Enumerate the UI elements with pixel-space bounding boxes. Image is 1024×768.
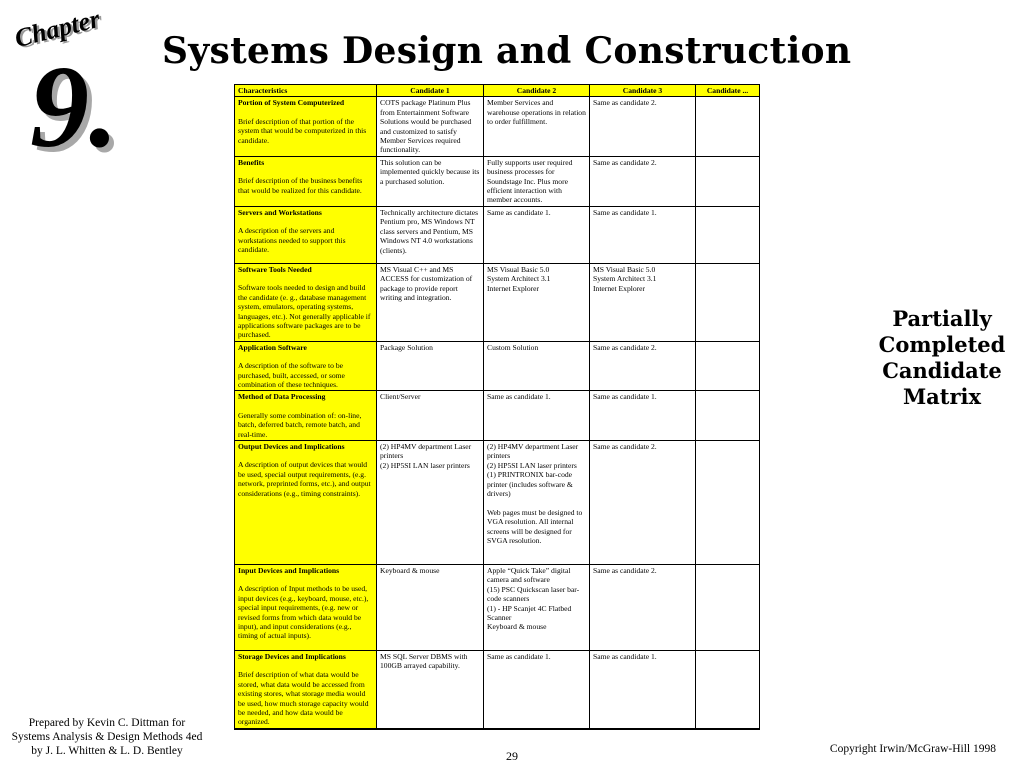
candidate-more-cell	[696, 263, 760, 341]
candidate-3-cell: Same as candidate 2.	[590, 440, 696, 564]
characteristic-description: Brief description of the business benefits that would be realized for this candidate.	[238, 176, 363, 195]
characteristic-name: Method of Data Processing	[238, 392, 326, 402]
chapter-label: Chapter	[11, 3, 103, 54]
characteristic-description: Brief description of that portion of the system that would be computerized in this candidate.	[238, 116, 367, 145]
candidate-more-cell	[696, 341, 760, 391]
copyright-notice: Copyright Irwin/McGraw-Hill 1998	[829, 743, 996, 755]
candidate-2-cell: Same as candidate 1.	[484, 391, 590, 441]
candidate-2-cell: Apple “Quick Take” digital camera and software (15) PSC Quickscan laser bar-code scanners (1) - HP Scanjet 4C Flatbed Scanner Keyboard & mouse	[484, 564, 590, 650]
candidate-more-cell	[696, 97, 760, 156]
candidate-1-cell: MS SQL Server DBMS with 100GB arrayed capability.	[377, 650, 484, 728]
credit-line: by J. L. Whitten & L. D. Bentley	[31, 745, 183, 757]
characteristic-name: Portion of System Computerized	[238, 98, 345, 108]
candidate-matrix-table	[234, 84, 760, 730]
credit-line: Systems Analysis & Design Methods 4ed	[11, 731, 203, 743]
characteristic-cell	[235, 650, 377, 728]
credit-block	[0, 716, 214, 758]
credit-line: Prepared by Kevin C. Dittman for	[28, 717, 186, 729]
table-row	[235, 391, 760, 441]
candidate-3-cell: Same as candidate 1.	[590, 206, 696, 263]
side-caption-line: Partially	[892, 306, 992, 331]
candidate-1-cell: Client/Server	[377, 391, 484, 441]
candidate-3-cell: Same as candidate 2.	[590, 156, 696, 206]
candidate-2-cell: (2) HP4MV department Laser printers (2) HP5SI LAN laser printers (1) PRINTRONIX bar-code printer (includes software & drivers) Web pages must be designed to VGA resolution. All internal screens will be designed for SVGA resolution.	[484, 440, 590, 564]
characteristic-name: Benefits	[238, 157, 265, 167]
characteristic-description: A description of output devices that would be used, special output requirements, (e.g. network, preprinted forms, etc.), and output considerations (e.g., timing constraints).	[238, 460, 371, 498]
candidate-1-cell: This solution can be implemented quickly because its a purchased solution.	[377, 156, 484, 206]
characteristic-name: Storage Devices and Implications	[238, 651, 346, 661]
candidate-1-cell: MS Visual C++ and MS ACCESS for customization of package to provide report writing and integration.	[377, 263, 484, 341]
characteristic-cell	[235, 97, 377, 156]
candidate-1-cell: Keyboard & mouse	[377, 564, 484, 650]
table-row	[235, 650, 760, 728]
characteristic-cell	[235, 156, 377, 206]
characteristic-cell	[235, 341, 377, 391]
candidate-3-cell: Same as candidate 2.	[590, 341, 696, 391]
candidate-3-cell: MS Visual Basic 5.0 System Architect 3.1 Internet Explorer	[590, 263, 696, 341]
candidate-2-cell: MS Visual Basic 5.0 System Architect 3.1 Internet Explorer	[484, 263, 590, 341]
characteristic-name: Servers and Workstations	[238, 207, 322, 217]
characteristic-name: Input Devices and Implications	[238, 565, 340, 575]
characteristic-name: Software Tools Needed	[238, 264, 312, 274]
table-row	[235, 97, 760, 156]
table-row	[235, 206, 760, 263]
characteristic-cell	[235, 206, 377, 263]
candidate-2-cell: Custom Solution	[484, 341, 590, 391]
characteristic-name: Output Devices and Implications	[238, 441, 345, 451]
candidate-1-cell: (2) HP4MV department Laser printers (2) HP5SI LAN laser printers	[377, 440, 484, 564]
characteristic-description: A description of the servers and workstations needed to support this candidate.	[238, 226, 346, 255]
characteristic-name: Application Software	[238, 342, 307, 352]
chapter-number: 9.	[30, 41, 119, 172]
candidate-more-cell	[696, 650, 760, 728]
candidate-1-cell: COTS package Platinum Plus from Entertainment Software Solutions would be purchased and customized to satisfy Member Services required functionality.	[377, 97, 484, 156]
side-caption-line: Matrix	[902, 384, 982, 409]
header-candidate-1: Candidate 1	[377, 85, 484, 97]
table-row	[235, 440, 760, 564]
header-candidate-more: Candidate ...	[696, 85, 760, 97]
candidate-1-cell: Technically architecture dictates Pentium pro, MS Windows NT class servers and Pentium, MS Windows NT 4.0 workstations (clients).	[377, 206, 484, 263]
header-candidate-2: Candidate 2	[484, 85, 590, 97]
characteristic-cell	[235, 263, 377, 341]
candidate-2-cell: Fully supports user required business processes for Soundstage Inc. Plus more efficient interaction with member accounts.	[484, 156, 590, 206]
characteristic-description: Software tools needed to design and build the candidate (e. g., database management system, emulators, operating systems, languages, etc.). Not generally applicable if applications software packages are to be purchased.	[238, 283, 371, 340]
side-caption-line: Candidate	[882, 358, 1002, 383]
slide-title: Systems Design and Construction	[162, 30, 852, 72]
candidate-3-cell: Same as candidate 2.	[590, 97, 696, 156]
candidate-1-cell: Package Solution	[377, 341, 484, 391]
header-candidate-3: Candidate 3	[590, 85, 696, 97]
characteristic-description: A description of the software to be purchased, built, accessed, or some combination of these techniques.	[238, 361, 345, 389]
header-characteristics: Characteristics	[235, 85, 377, 97]
table-row	[235, 263, 760, 341]
table-header-row	[235, 85, 760, 97]
table-row	[235, 341, 760, 391]
table-row	[235, 564, 760, 650]
candidate-more-cell	[696, 440, 760, 564]
candidate-2-cell: Member Services and warehouse operations in relation to order fulfillment.	[484, 97, 590, 156]
candidate-3-cell: Same as candidate 1.	[590, 650, 696, 728]
characteristic-cell	[235, 564, 377, 650]
page-number: 29	[506, 749, 518, 763]
candidate-more-cell	[696, 206, 760, 263]
side-caption-line: Completed	[878, 332, 1006, 357]
table-row	[235, 156, 760, 206]
characteristic-description: Generally some combination of: on-line, batch, deferred batch, remote batch, and real-time.	[238, 410, 362, 439]
candidate-3-cell: Same as candidate 1.	[590, 391, 696, 441]
side-caption	[858, 306, 1024, 410]
candidate-2-cell: Same as candidate 1.	[484, 650, 590, 728]
characteristic-description: Brief description of what data would be stored, what data would be accessed from existing stores, what storage media would be used, how much storage capacity would be needed, and how data would be organized.	[238, 670, 369, 727]
characteristic-cell	[235, 440, 377, 564]
candidate-2-cell: Same as candidate 1.	[484, 206, 590, 263]
candidate-3-cell: Same as candidate 2.	[590, 564, 696, 650]
candidate-more-cell	[696, 564, 760, 650]
characteristic-cell	[235, 391, 377, 441]
characteristic-description: A description of Input methods to be used, input devices (e.g., keyboard, mouse, etc.), special input requirements, (e.g. new or revised forms from which data would be input), and input considerations (e.g., timing of actual inputs).	[238, 584, 369, 641]
candidate-more-cell	[696, 391, 760, 441]
candidate-more-cell	[696, 156, 760, 206]
